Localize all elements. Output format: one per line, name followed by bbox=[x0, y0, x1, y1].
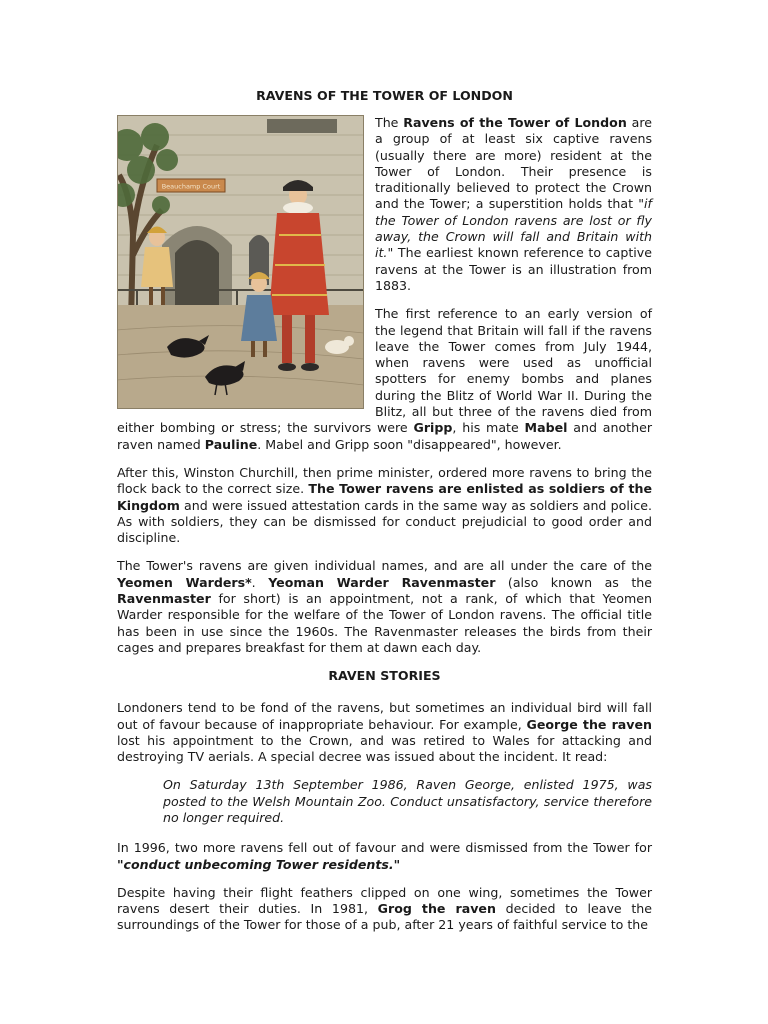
sign-text: Beauchamp Court bbox=[161, 182, 221, 191]
illustration-image bbox=[117, 115, 364, 409]
tower-illustration bbox=[117, 115, 364, 409]
ravenmaster-paragraph: The Tower's ravens are given individual names, and are all under the care of the Yeomen Warders*. Yeoman Warder Ravenmaster (also known as the Ravenmaster for short) is an appointment, not a rank, of which that Yeomen Warder responsible for the welfare of the Tower of London ravens. The official title has been in use since the 1960s. The Ravenmaster releases the birds from their cages and prepares breakfast for them at dawn each day. bbox=[117, 558, 653, 655]
decree-quote: On Saturday 13th September 1986, Raven George, enlisted 1975, was posted to the Welsh Mountain Zoo. Conduct unsatisfactory, service therefore no longer required. bbox=[163, 777, 652, 825]
section-heading-raven-stories: RAVEN STORIES bbox=[328, 668, 441, 684]
dismissal-paragraph: In 1996, two more ravens fell out of favour and were dismissed from the Tower for "conduct unbecoming Tower residents." bbox=[117, 840, 652, 872]
page-title: RAVENS OF THE TOWER OF LONDON bbox=[256, 88, 513, 103]
churchill-paragraph: After this, Winston Churchill, then prime minister, ordered more ravens to bring the flock back to the correct size. The Tower ravens are enlisted as soldiers of the Kingdom and were issued attestation cards in the same way as soldiers and police. As with soldiers, they can be dismissed for conduct prejudicial to good order and discipline. bbox=[117, 464, 652, 546]
blitz-paragraph: The first reference to an early version of the legend that Britain will fall if the ravens leave the Tower comes from July 1944, when ravens were used as unofficial spotters for enemy bombs and planes during the Blitz of World War II. During the Blitz, all but three of the ravens died from either bombing or stress; the survivors were Gripp, his mate Mabel and another raven named Pauline. Mabel and Gripp soon "disappeared", however. bbox=[117, 306, 653, 452]
grog-paragraph: Despite having their flight feathers clipped on one wing, sometimes the Tower ravens desert their duties. In 1981, Grog the raven decided to leave the surroundings of the Tower for those of a pub, after 21 years of faithful service to the bbox=[117, 884, 652, 933]
intro-paragraph: The Ravens of the Tower of London are a group of at least six captive ravens (usually there are more) resident at the Tower of London. Their presence is traditionally believed to protect the Crown and the Tower; a superstition holds that "if the Tower of London ravens are lost or fly away, the Crown will fall and Britain with it." The earliest known reference to captive ravens at the Tower is an illustration from 1883. bbox=[375, 115, 652, 293]
george-paragraph: Londoners tend to be fond of the ravens, but sometimes an individual bird will fall out of favour because of inappropriate behaviour. For example, George the raven lost his appointment to the Crown, and was retired to Wales for attacking and destroying TV aerials. A special decree was issued about the incident. It read: bbox=[117, 700, 652, 765]
